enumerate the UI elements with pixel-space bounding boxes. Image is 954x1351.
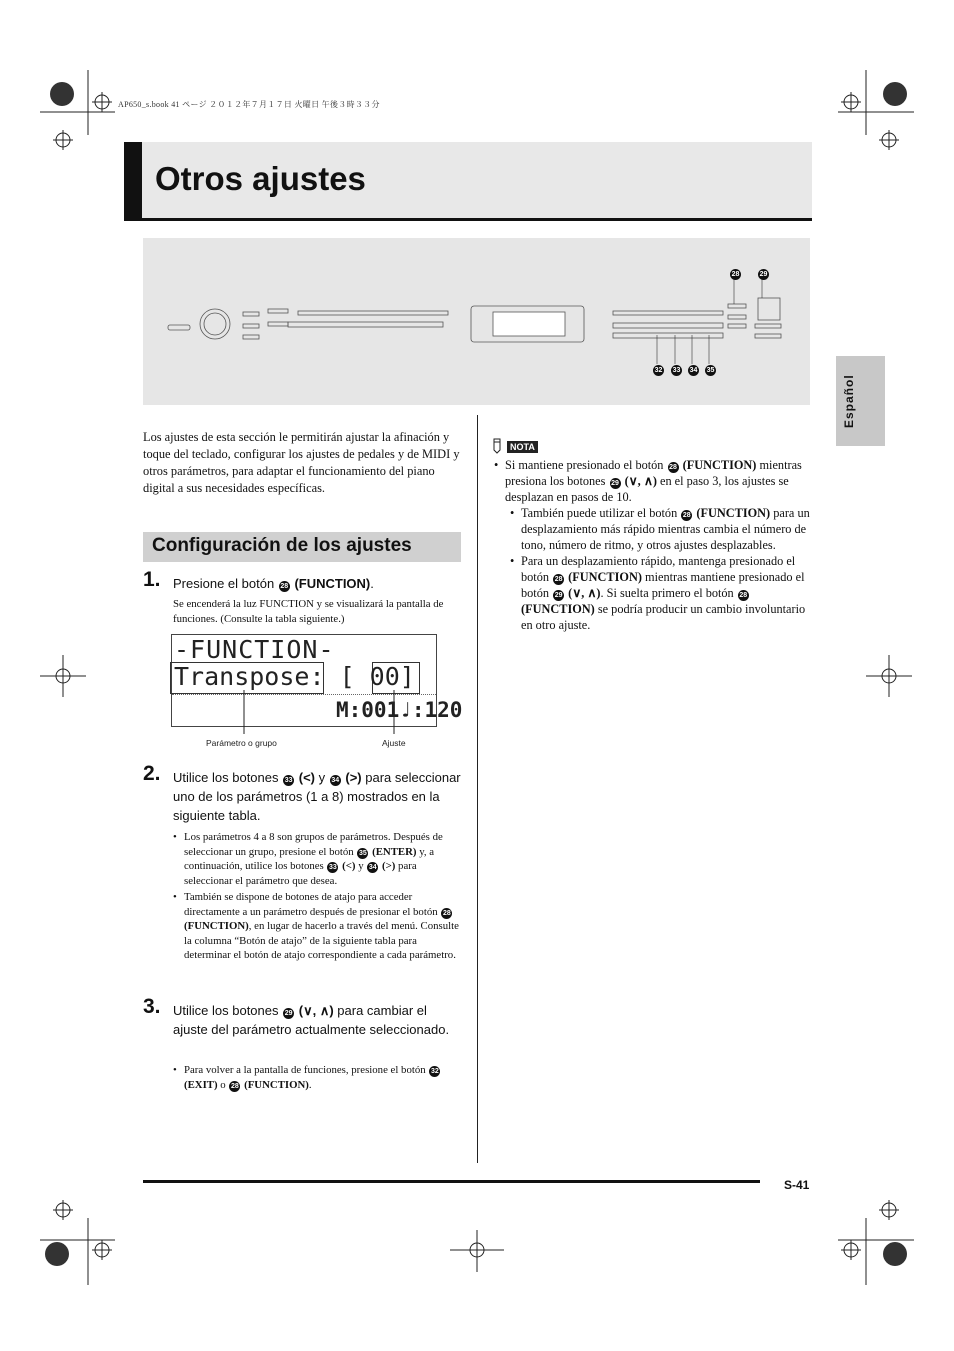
callout-33: 33: [672, 367, 681, 374]
circle-35: 35: [359, 849, 367, 857]
nota-header: [491, 437, 538, 455]
label-setting: Ajuste: [382, 738, 406, 748]
callout-28: 28: [731, 271, 740, 278]
section-heading: [143, 532, 461, 562]
circle-28: 28: [554, 576, 563, 583]
step-2-bullets: [173, 830, 463, 963]
circle-29: 29: [284, 1010, 293, 1017]
callout-29: 29: [759, 271, 768, 278]
step-2-bullet-2: • También se dispone de botones de atajo para acceder directamente a un parámetro después de presionar el botón 28 (FUNCTION), en lugar de hacerlo a través del menú. Consulte la columna “Botón de atajo” de la siguiente tabla para determinar el botón de atajo correspondiente a cada parámetro.: [173, 890, 463, 963]
intro-paragraph: Los ajustes de esta sección le permitirán ajustar la afinación y toque del teclado, configurar los ajustes de pedales y de MIDI y otros parámetros, para adaptar el funcionamiento del piano digital a sus necesidades específicas.: [143, 430, 460, 495]
callout-32: 32: [654, 367, 663, 374]
book-meta: AP650_s.book 41 ページ ２０１２年７月１７日 火曜日 午後３時３３分: [118, 100, 380, 109]
step-3-text: Utilice los botones 29 (∨, ∧) para cambiar el ajuste del parámetro actualmente seleccionado.: [173, 1003, 450, 1037]
circle-28: 28: [669, 464, 677, 471]
circle-28: 28: [442, 909, 451, 917]
control-panel-drawing: [143, 238, 810, 405]
nota-badge: NOTA: [507, 441, 538, 453]
lcd-line-1: -FUNCTION-: [174, 635, 335, 664]
callout-34: 34: [689, 367, 698, 374]
step-2-bullet-1: • Los parámetros 4 a 8 son grupos de parámetros. Después de seleccionar un grupo, presione el botón 35 (ENTER) y, a continuación, utilice los botones 33 (<) y 34 (>) para seleccionar el parámetro que desea.: [173, 830, 463, 888]
column-divider: [477, 415, 478, 1163]
circle-28: 28: [739, 592, 748, 599]
circle-32: 32: [430, 1068, 439, 1075]
circle-34: 34: [368, 864, 377, 871]
circle-33: 33: [284, 777, 293, 784]
callout-35: 35: [706, 367, 715, 374]
step-1-subtext: Se encenderá la luz FUNCTION y se visualizará la pantalla de funciones. (Consulte la tabla siguiente.): [173, 598, 444, 625]
step-3-bullet-1: • Para volver a la pantalla de funciones, presione el botón 32 (EXIT) o 28 (FUNCTION).: [173, 1063, 463, 1092]
page-title: Otros ajustes: [155, 160, 366, 197]
pencil-icon: [491, 438, 503, 454]
circle-28: 28: [682, 512, 691, 519]
circle-28: 28: [280, 583, 289, 590]
section-title: Configuración de los ajustes: [152, 535, 412, 556]
footer-rule: [143, 1180, 760, 1183]
title-band: [124, 142, 812, 221]
language-label: Español: [842, 374, 856, 428]
step-1-number: 1.: [143, 568, 161, 591]
step-3-number: 3.: [143, 995, 161, 1018]
step-2-number: 2.: [143, 762, 161, 785]
step-3-bullets: [173, 1063, 463, 1092]
lcd-line-2: Transpose: [ 00]: [174, 662, 415, 691]
step-1-text: Presione el botón 28 (FUNCTION).: [173, 576, 374, 591]
circle-33: 33: [329, 864, 337, 871]
lcd-callout-lines: [171, 690, 435, 735]
label-parameter: Parámetro o grupo: [206, 738, 277, 748]
language-tab: [836, 356, 885, 446]
circle-34: 34: [331, 777, 340, 784]
lcd-line-3: M:001♩:120: [336, 698, 463, 722]
page-number: S-41: [784, 1178, 810, 1192]
step-2-text: Utilice los botones 33 (<) y 34 (>) para seleccionar uno de los parámetros (1 a 8) mostrados en la siguiente tabla.: [173, 770, 461, 823]
nota-bullet-2: • También puede utilizar el botón 28 (FUNCTION) para un desplazamiento más rápido mientras cambia el número de tono, número de ritmo, y otros ajustes desplazables.: [510, 505, 812, 553]
title-bar: [124, 142, 142, 218]
nota-bullet-3: • Para un desplazamiento rápido, mantenga presionado el botón 28 (FUNCTION) mientras mantiene presionado el botón 29 (∨, ∧). Si suelta primero el botón 28 (FUNCTION) se podría producir un cambio involuntario en otro ajuste.: [510, 553, 812, 633]
circle-29: 29: [554, 592, 563, 599]
circle-29: 29: [611, 480, 619, 487]
nota-bullet-1: • Si mantiene presionado el botón 28 (FUNCTION) mientras presiona los botones 29 (∨, ∧) en el paso 3, los ajustes se desplazan en pasos de 10.: [494, 457, 812, 505]
circle-28: 28: [231, 1082, 239, 1090]
nota-bullets: [494, 457, 812, 633]
control-panel-illustration: [143, 238, 810, 405]
